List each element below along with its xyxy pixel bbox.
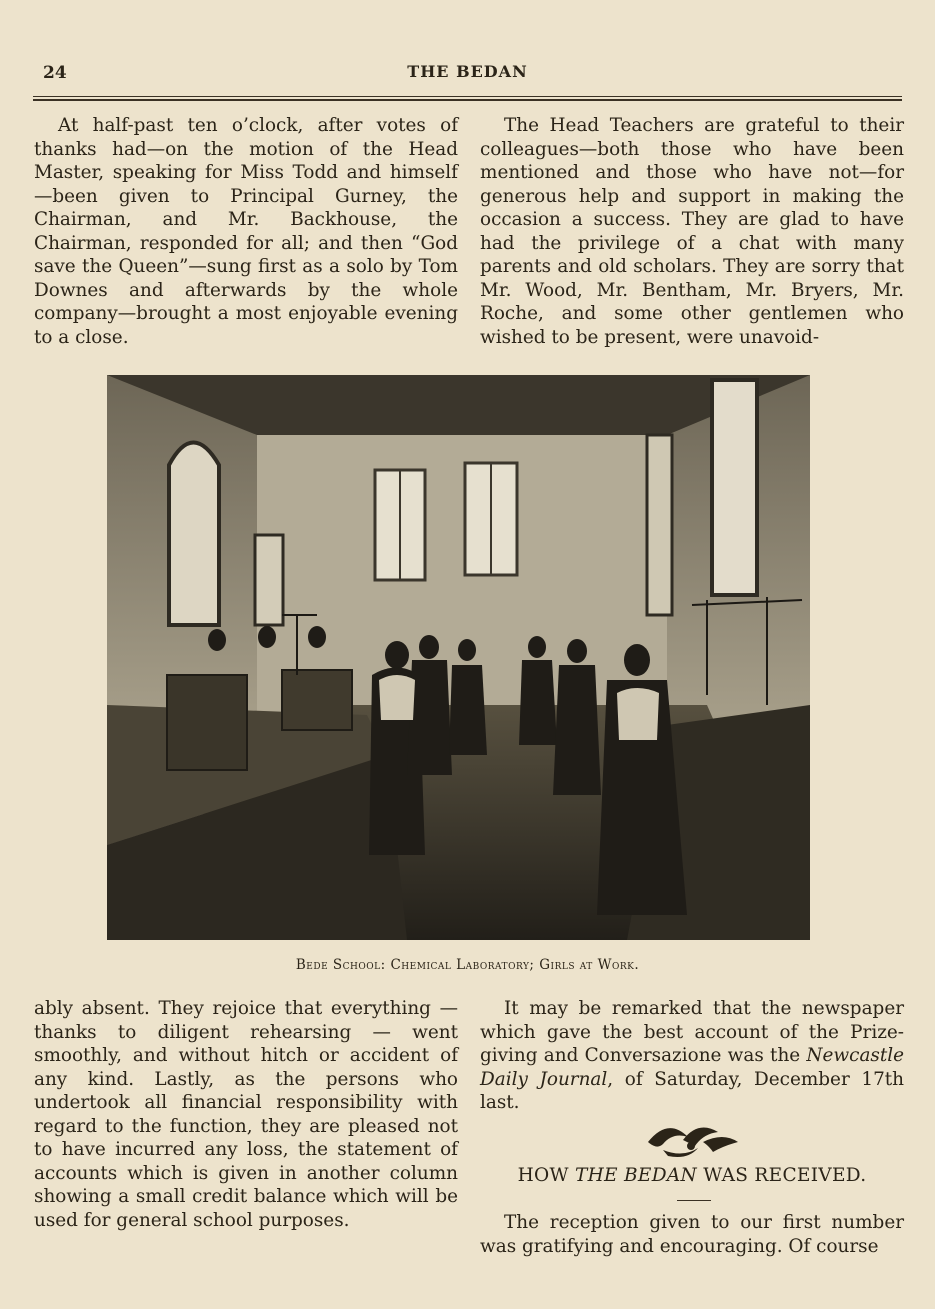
fleuron-ornament-icon <box>643 1112 743 1162</box>
paragraph <box>480 997 904 1115</box>
column-left-top <box>34 114 458 349</box>
text: It may be remarked that the newspaper which gave the best account of the Prize-giving and Conversazione was the <box>480 998 904 1066</box>
photo-illustration <box>107 375 810 940</box>
paragraph: At half-past ten o’clock, after votes of thanks had—on the motion of the Head Master, speaking for Miss Todd and himself—been given to Principal Gurney, the Chairman, and Mr. Backhouse, the Chairman, responded for all; and then “God save the Queen”—sung first as a solo by Tom Downes and afterwards by the whole company—brought a most enjoyable evening to a close. <box>34 115 458 348</box>
paragraph: The reception given to our first number was gratifying and encouraging. Of course <box>480 1212 904 1257</box>
column-right-section <box>480 1211 904 1258</box>
page-number: 24 <box>43 63 67 83</box>
column-left-bottom <box>34 997 458 1232</box>
header-rule-thick <box>33 99 902 101</box>
text: , of Saturday, December 17th last. <box>480 1068 905 1113</box>
heading-italic: THE BEDAN <box>574 1165 698 1186</box>
section-heading <box>480 1165 904 1186</box>
header-rule <box>33 96 902 97</box>
column-right-top <box>480 114 904 349</box>
heading-rule <box>677 1200 711 1201</box>
heading-text: WAS RECEIVED. <box>697 1165 867 1186</box>
photo-caption: Bede School: Chemical Laboratory; Girls at Work. <box>295 957 640 973</box>
paragraph: ably absent. They rejoice that everything — thanks to diligent rehearsing — went smoothly, and without hitch or accident of any kind. Lastly, as the persons who undertook all financial responsibility with regard to the function, they are pleased not to have incurred any loss, the statement of accounts which is given in another column showing a small credit balance which will be used for general school purposes. <box>34 998 458 1231</box>
paragraph: The Head Teachers are grateful to their colleagues—both those who have been mentioned and those who have not—for generous help and support in making the occasion a success. They are glad to have had the privilege of a chat with many parents and old scholars. They are sorry that Mr. Wood, Mr. Bentham, Mr. Bryers, Mr. Roche, and some other gentlemen who wished to be present, were unavoid- <box>480 115 904 348</box>
newspaper-title: Newcastle Daily Journal <box>480 1045 904 1090</box>
laboratory-photograph <box>107 375 810 940</box>
heading-text: HOW <box>517 1165 575 1186</box>
column-right-bottom <box>480 997 904 1115</box>
running-head: THE BEDAN <box>407 62 528 81</box>
